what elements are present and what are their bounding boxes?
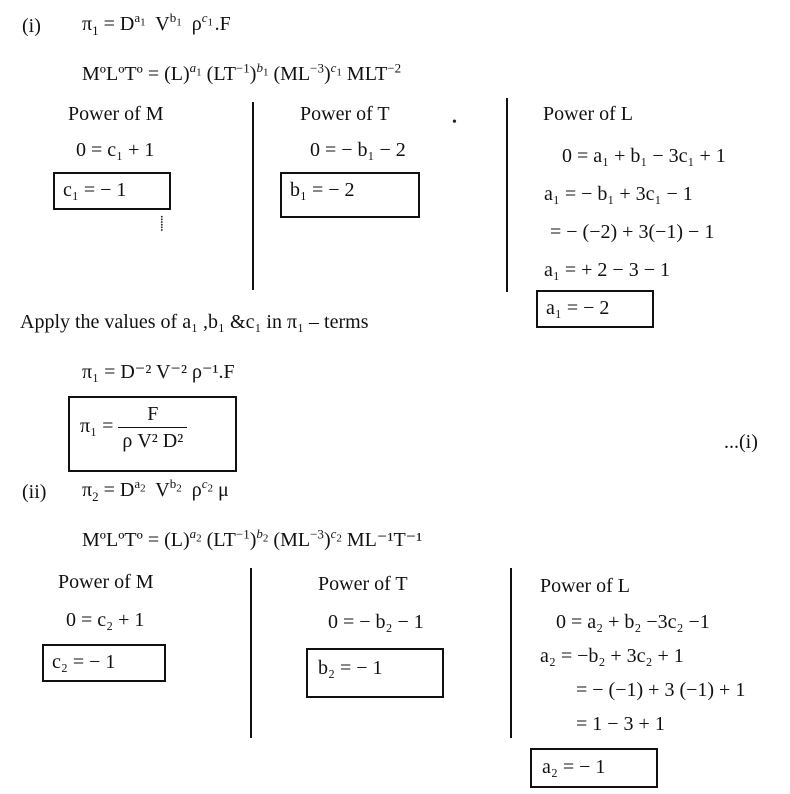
part1-c1-result: c₁ = − 1 (63, 179, 127, 201)
part1-power-l-step3: a₁ = + 2 − 3 − 1 (544, 259, 670, 281)
part1-power-t-title: Power of T (300, 103, 390, 125)
part2-a2-result: a₂ = − 1 (542, 756, 606, 778)
part1-a1-result: a₁ = − 2 (546, 297, 610, 319)
part2-power-m-eq: 0 = c₂ + 1 (66, 609, 145, 631)
part1-power-m-title: Power of M (68, 103, 164, 125)
part2-power-m-title: Power of M (58, 571, 154, 593)
part2-power-l-step1: a₂ = −b₂ + 3c₂ + 1 (540, 645, 684, 667)
pi1-final-lhs: π₁ = (80, 415, 114, 438)
part1-label: (i) (22, 15, 41, 37)
part2-c2-result: c₂ = − 1 (52, 651, 116, 673)
stray-mark: ⸽ (160, 217, 164, 232)
pi1-final-equation (80, 404, 187, 451)
dim-lhs: MºLºTº (82, 63, 143, 85)
part2-power-l-eq: 0 = a₂ + b₂ −3c₂ −1 (556, 611, 710, 633)
part2-power-l-title: Power of L (540, 575, 630, 597)
pi1-substituted: π₁ = D⁻² V⁻² ρ⁻¹.F (82, 361, 235, 383)
part1-power-m-eq: 0 = c₁ + 1 (76, 139, 155, 161)
pi1-definition: $\pi_1 = D^{a_1}$ $V^{b_1}$ $\rho^{c_1}$ .F (82, 10, 231, 38)
pi1-def-tail: .F (214, 13, 231, 35)
equation-number-1: ...(i) (724, 431, 758, 453)
part2-label: (ii) (22, 481, 47, 503)
pi1-final-denominator: ρ V² D² (122, 430, 184, 452)
apply-values-text: Apply the values of a₁ ,b₁ &c₁ in π₁ – terms (20, 311, 369, 333)
part2-power-l-step2: = − (−1) + 3 (−1) + 1 (576, 679, 746, 701)
pi1-final-fraction (118, 404, 187, 451)
part1-b1-result: b₁ = − 2 (290, 179, 355, 201)
part1-power-t-eq: 0 = − b₁ − 2 (310, 139, 406, 161)
pi2-dimension-equation: MºLºTº = $(L)^{a_2}$ $(LT^{-1})^{b_2}$ $(ML^{-3})^{c_2}$ ML⁻¹T⁻¹ (82, 526, 423, 551)
pi2-dim-tail: ML⁻¹T⁻¹ (346, 529, 423, 551)
part2-divider-1 (250, 568, 252, 738)
part1-power-l-step2: = − (−2) + 3(−1) − 1 (550, 221, 715, 243)
stray-dot: • (452, 115, 457, 130)
pi1-dimension-equation: MºLºTº = $(L)^{a_1}$ $(LT^{-1})^{b_1}$ $(ML^{-3})^{c_1}$ $MLT^{-2}$ (82, 60, 402, 85)
part2-b2-result: b₂ = − 1 (318, 657, 383, 679)
pi1-final-numerator: F (118, 404, 187, 428)
part1-divider-2 (506, 98, 508, 292)
part1-power-l-step1: a₁ = − b₁ + 3c₁ − 1 (544, 183, 693, 205)
pi2-definition: $\pi_2 = D^{a_2}$ $V^{b_2}$ $\rho^{c_2}$ μ (82, 476, 229, 504)
part2-divider-2 (510, 568, 512, 738)
part1-divider-1 (252, 102, 254, 290)
part2-power-t-title: Power of T (318, 573, 408, 595)
pi2-def-tail: μ (217, 479, 229, 501)
part1-power-l-eq: 0 = a₁ + b₁ − 3c₁ + 1 (562, 145, 726, 167)
part2-power-l-step3: = 1 − 3 + 1 (576, 713, 665, 735)
part1-power-l-title: Power of L (543, 103, 633, 125)
part2-power-t-eq: 0 = − b₂ − 1 (328, 611, 424, 633)
